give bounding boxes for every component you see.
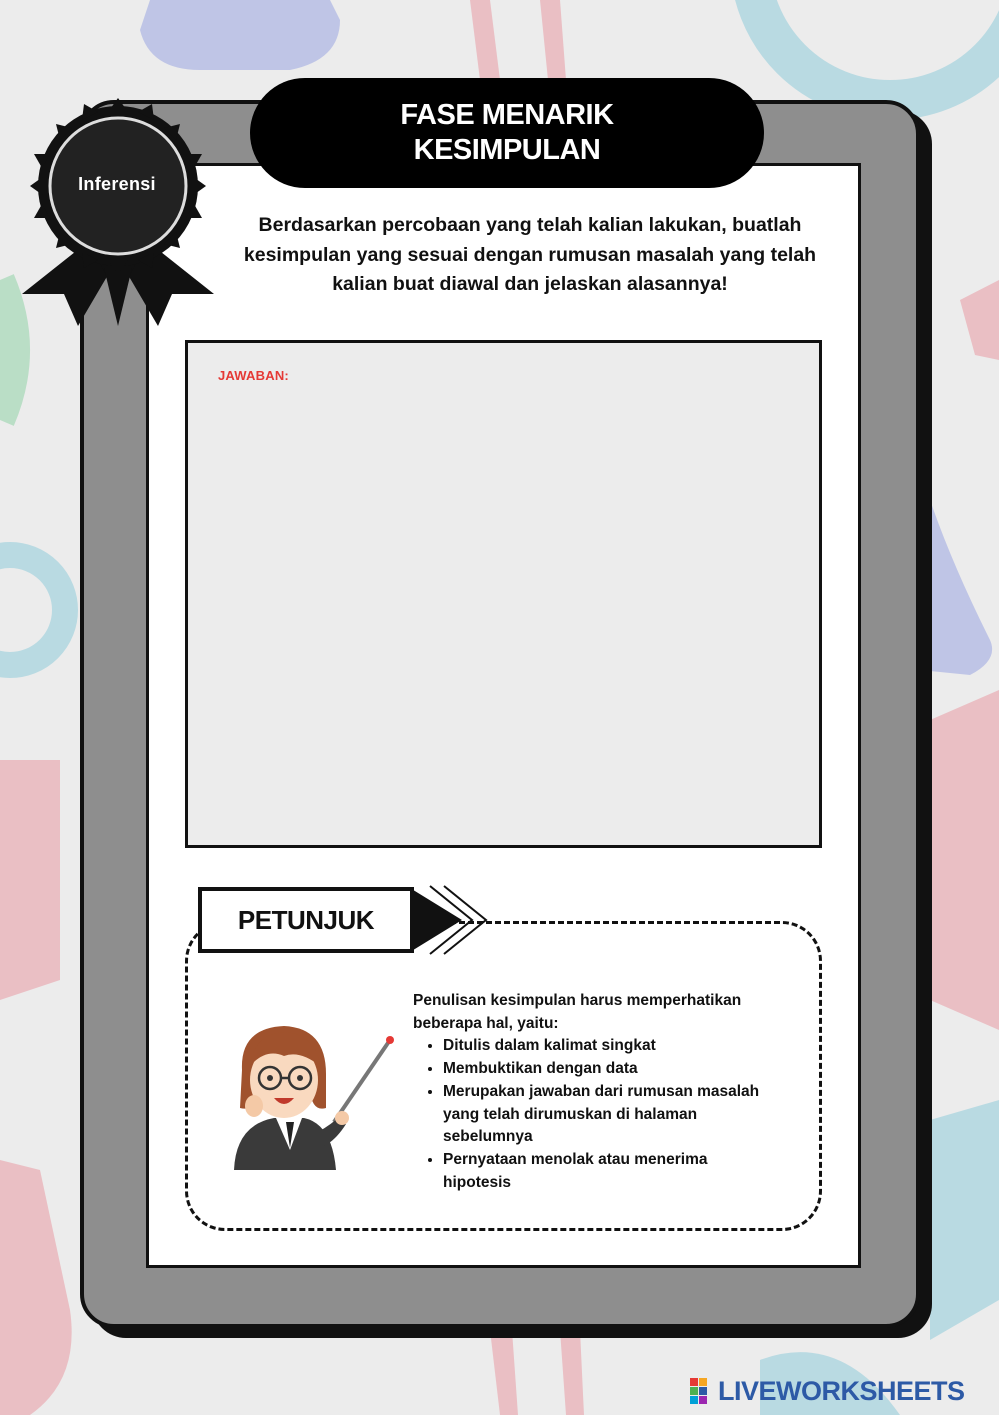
brand-text: LIVEWORKSHEETS [718, 1375, 965, 1406]
tips-intro-line: beberapa hal, yaitu: [413, 1014, 559, 1032]
list-item: • Ditulis dalam kalimat singkat [443, 1035, 803, 1058]
tips-list [413, 1035, 803, 1194]
instruction-line: Berdasarkan percobaan yang telah kalian lakukan, buatlah [258, 214, 802, 236]
list-item: • Merupakan jawaban dari rumusan masalah yang telah dirumuskan di halaman sebelumnya [443, 1081, 783, 1149]
badge-label: Inferensi [78, 174, 156, 194]
title-line-1: FASE MENARIK [400, 99, 614, 131]
tips-text [413, 990, 803, 1194]
chevron-arrows-icon [410, 884, 510, 956]
teacher-pointing-icon [214, 1020, 404, 1170]
rosette-badge-icon [20, 98, 216, 330]
title-line-2: KESIMPULAN [413, 134, 601, 166]
page-title [250, 78, 764, 188]
instruction-line: kalian buat diawal dan jelaskan alasannya! [332, 273, 728, 295]
tips-title: PETUNJUK [198, 887, 414, 953]
liveworksheets-grid-icon [690, 1378, 716, 1404]
liveworksheets-logo[interactable] [690, 1374, 965, 1408]
answer-textarea[interactable] [185, 340, 822, 848]
list-item: • Pernyataan menolak atau menerima hipotesis [443, 1149, 743, 1194]
tips-intro-line: Penulisan kesimpulan harus memperhatikan [413, 992, 742, 1009]
instruction-text [220, 211, 840, 300]
answer-label: JAWABAN: [218, 368, 289, 383]
instruction-line: kesimpulan yang sesuai dengan rumusan masalah yang telah [243, 243, 817, 266]
list-item: • Membuktikan dengan data [443, 1058, 803, 1081]
